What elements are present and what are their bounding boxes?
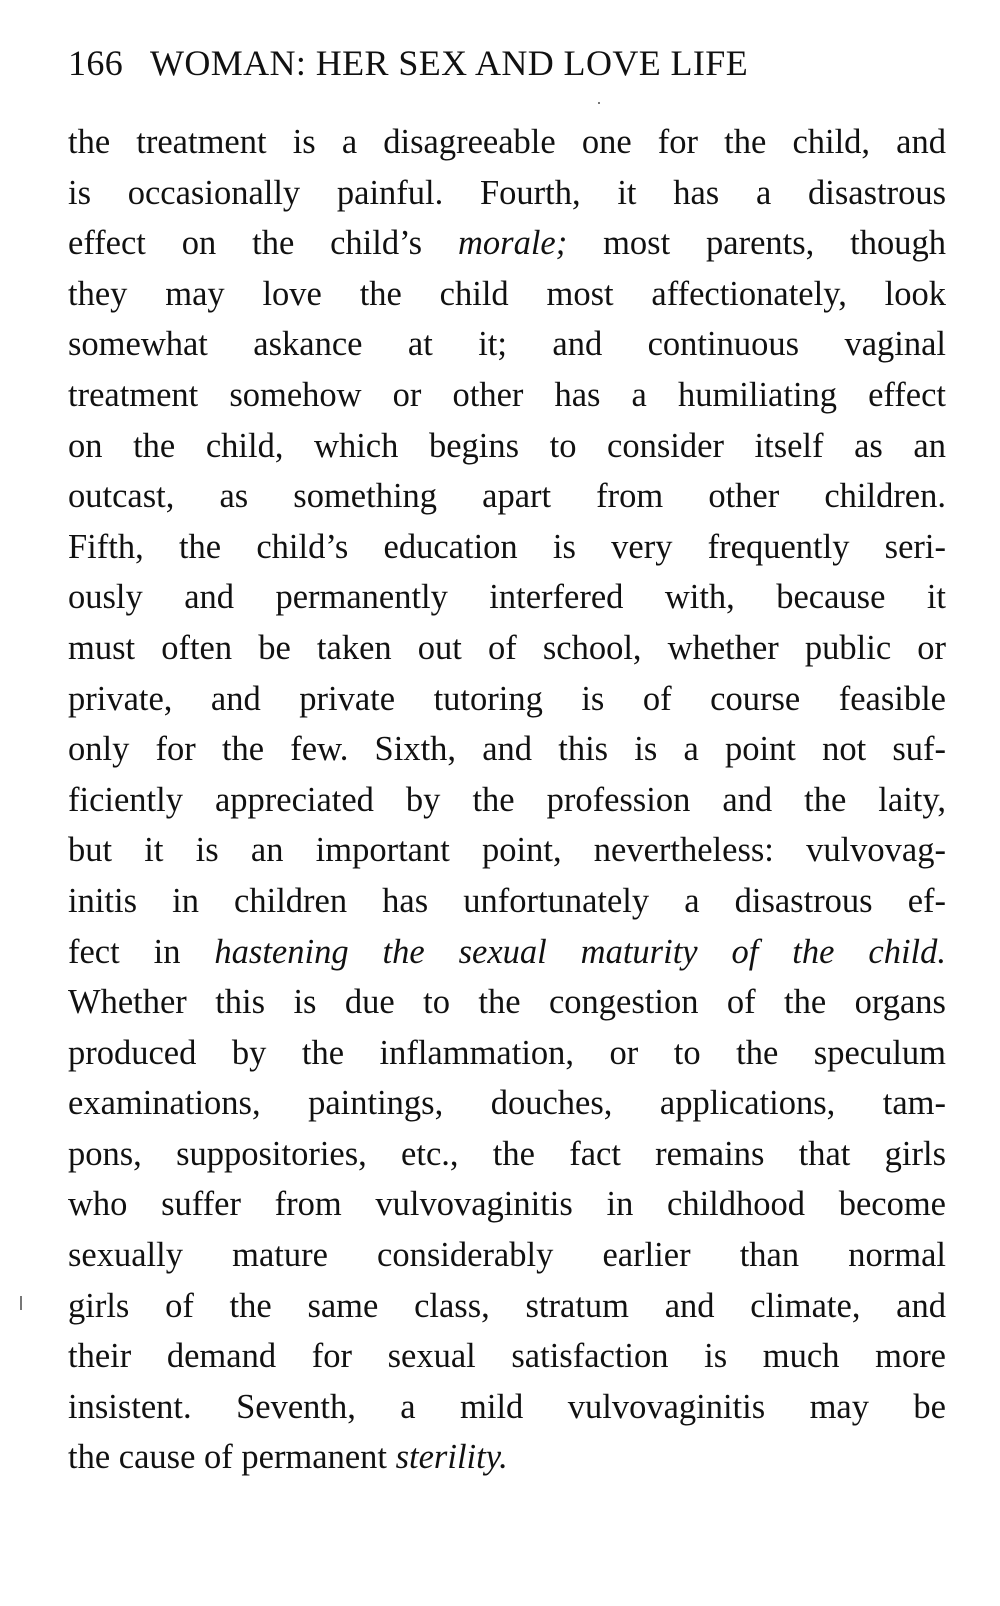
text-line bbox=[68, 1331, 946, 1382]
print-speck bbox=[20, 1296, 22, 1310]
text-run: private, and private tutoring is of course feasible bbox=[68, 679, 946, 718]
text-run: is occasionally painful. Fourth, it has a disastrous bbox=[68, 173, 946, 212]
text-line bbox=[68, 1179, 946, 1230]
text-line bbox=[68, 168, 946, 219]
text-line bbox=[68, 218, 946, 269]
text-line bbox=[68, 724, 946, 775]
text-line bbox=[68, 1382, 946, 1433]
text-run: fect in bbox=[68, 932, 215, 971]
text-run: effect on the child’s bbox=[68, 224, 458, 263]
text-run: treatment somehow or other has a humiliating effect bbox=[68, 375, 946, 414]
text-line bbox=[68, 572, 946, 623]
text-run: the cause of permanent bbox=[68, 1438, 396, 1477]
text-line bbox=[68, 117, 946, 168]
text-line bbox=[68, 421, 946, 472]
text-run: sexually mature considerably earlier than normal bbox=[68, 1236, 946, 1275]
text-line bbox=[68, 1028, 946, 1079]
text-line bbox=[68, 623, 946, 674]
text-line bbox=[68, 674, 946, 725]
text-run: ously and permanently interfered with, because it bbox=[68, 578, 946, 617]
text-run: somewhat askance at it; and continuous vaginal bbox=[68, 325, 946, 364]
text-line bbox=[68, 876, 946, 927]
text-line bbox=[68, 1129, 946, 1180]
text-line bbox=[68, 775, 946, 826]
text-run: their demand for sexual satisfaction is much more bbox=[68, 1337, 946, 1376]
text-line bbox=[68, 522, 946, 573]
text-run: Whether this is due to the congestion of the organs bbox=[68, 983, 946, 1022]
text-run: must often be taken out of school, whether public or bbox=[68, 628, 946, 667]
italic-emphasis: sterility. bbox=[395, 1438, 508, 1477]
text-line bbox=[68, 370, 946, 421]
body-paragraph bbox=[68, 117, 946, 1483]
print-speck bbox=[598, 102, 600, 104]
text-run: who suffer from vulvovaginitis in childhood become bbox=[68, 1185, 946, 1224]
text-line bbox=[68, 471, 946, 522]
text-run: outcast, as something apart from other children. bbox=[68, 477, 946, 516]
text-line bbox=[68, 1432, 946, 1483]
text-run: Fifth, the child’s education is very frequently seri- bbox=[68, 527, 946, 566]
text-run: initis in children has unfortunately a disastrous ef- bbox=[68, 881, 946, 920]
running-header bbox=[68, 42, 948, 102]
text-line bbox=[68, 269, 946, 320]
italic-emphasis: morale; bbox=[457, 224, 568, 263]
text-run: only for the few. Sixth, and this is a point not suf- bbox=[68, 730, 946, 769]
text-run: produced by the inflammation, or to the speculum bbox=[68, 1033, 946, 1072]
text-run: insistent. Seventh, a mild vulvovaginitis may be bbox=[68, 1387, 946, 1426]
text-line bbox=[68, 319, 946, 370]
text-line bbox=[68, 927, 946, 978]
text-run: examinations, paintings, douches, applications, tam- bbox=[68, 1084, 946, 1123]
text-line bbox=[68, 977, 946, 1028]
text-line bbox=[68, 1230, 946, 1281]
text-run: but it is an important point, nevertheless: vulvovag- bbox=[68, 831, 946, 870]
running-title: WOMAN: HER SEX AND LOVE LIFE bbox=[149, 43, 749, 83]
text-run: most parents, though bbox=[567, 224, 946, 263]
italic-emphasis: hastening the sexual maturity of the child. bbox=[214, 932, 946, 971]
page-number: 166 bbox=[68, 43, 124, 83]
text-run: ficiently appreciated by the profession and the laity, bbox=[68, 780, 946, 819]
text-run: they may love the child most affectionately, look bbox=[68, 274, 946, 313]
text-run: girls of the same class, stratum and climate, and bbox=[68, 1286, 946, 1325]
text-run: pons, suppositories, etc., the fact remains that girls bbox=[68, 1134, 946, 1173]
text-line bbox=[68, 825, 946, 876]
text-run: the treatment is a disagreeable one for the child, and bbox=[68, 123, 946, 161]
text-run: on the child, which begins to consider itself as an bbox=[68, 426, 946, 465]
text-line bbox=[68, 1281, 946, 1332]
text-line bbox=[68, 1078, 946, 1129]
